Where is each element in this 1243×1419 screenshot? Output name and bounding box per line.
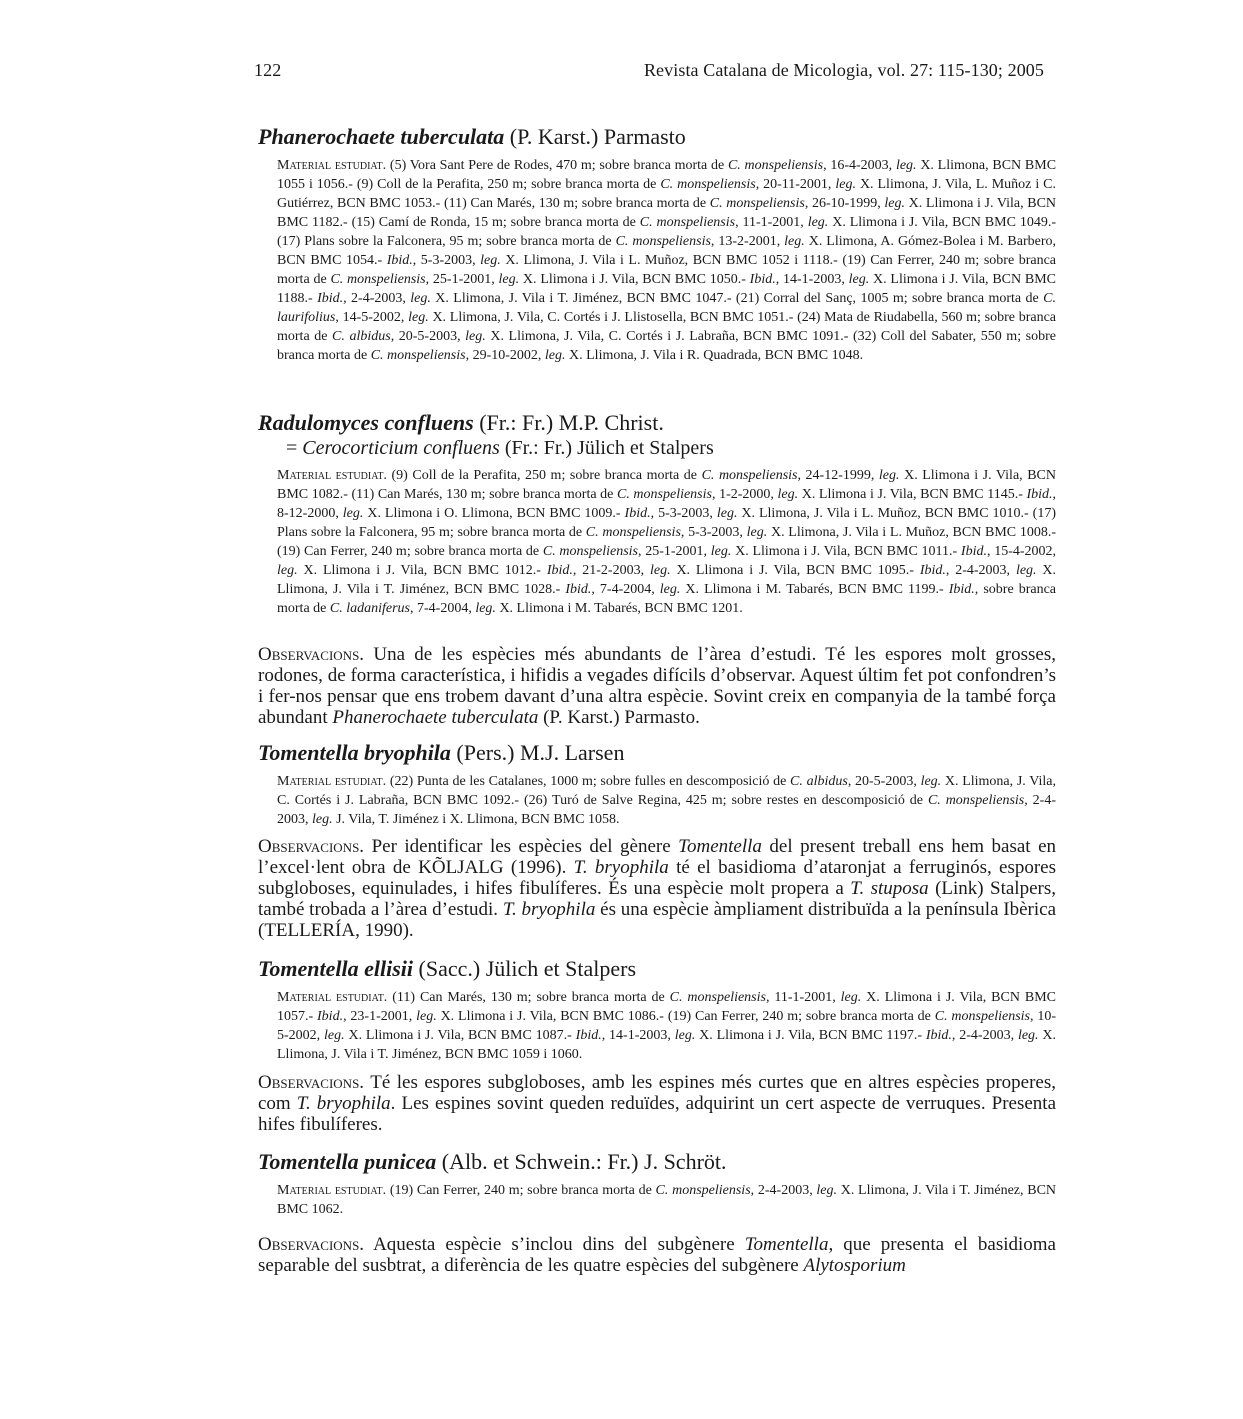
observations-text: Una de les espècies més abundants de l’àrea d’estudi. Té les espores molt grosses, rodones, de forma característica, i hifidis a vegades difícils d’observar. Aquest últim fet pot confondren’s i fer-nos pensar que ens trobem davant d’una altra espècie. Sovint creix en companyia de la també força abundant Phanerochaete tuberculata (P. Karst.) Parmasto. [258,644,1057,728]
material-text: (19) Can Ferrer, 240 m; sobre branca morta de C. monspeliensis, 2-4-2003, leg. X. Llimona, J. Vila i T. Jiménez, BCN BMC 1062. [277,1183,1057,1217]
material-label: Material estudiat. [277,1183,387,1198]
observations-paragraph [258,644,1056,728]
species-name: Phanerochaete tuberculata [258,124,505,149]
material-text: (5) Vora Sant Pere de Rodes, 470 m; sobre branca morta de C. monspeliensis, 16-4-2003, leg. X. Llimona, BCN BMC 1055 i 1056.- (9) Coll de la Perafita, 250 m; sobre branca morta de C. monspeliensis, 20-11-2001, leg. X. Llimona, J. Vila, L. Muñoz i C. Gutiérrez, BCN BMC 1053.- (11) Can Marés, 130 m; sobre branca morta de C. monspeliensis, 26-10-1999, leg. X. Llimona i J. Vila, BCN BMC 1182.- (15) Camí de Ronda, 15 m; sobre branca morta de C. monspeliensis, 11-1-2001, leg. X. Llimona i J. Vila, BCN BMC 1049.- (17) Plans sobre la Falconera, 95 m; sobre branca morta de C. monspeliensis, 13-2-2001, leg. X. Llimona, A. Gómez-Bolea i M. Barbero, BCN BMC 1054.- Ibid., 5-3-2003, leg. X. Llimona, J. Vila i L. Muñoz, BCN BMC 1052 i 1118.- (19) Can Ferrer, 240 m; sobre branca morta de C. monspeliensis, 25-1-2001, leg. X. Llimona i J. Vila, BCN BMC 1050.- Ibid., 14-1-2003, leg. X. Llimona i J. Vila, BCN BMC 1188.- Ibid., 2-4-2003, leg. X. Llimona, J. Vila i T. Jiménez, BCN BMC 1047.- (21) Corral del Sanç, 1005 m; sobre branca morta de C. laurifolius, 14-5-2002, leg. X. Llimona, J. Vila, C. Cortés i J. Llistosella, BCN BMC 1051.- (24) Mata de Riudabella, 560 m; sobre branca morta de C. albidus, 20-5-2003, leg. X. Llimona, J. Vila, C. Cortés i J. Labraña, BCN BMC 1091.- (32) Coll del Sabater, 550 m; sobre branca morta de C. monspeliensis, 29-10-2002, leg. X. Llimona, J. Vila i R. Quadrada, BCN BMC 1048. [277,158,1057,363]
species-name: Radulomyces confluens [258,410,474,435]
species-name: Tomentella punicea [258,1149,437,1174]
material-label: Material estudiat. [277,774,387,789]
observations-radulomyces-confluens [258,644,1056,728]
material-label: Material estudiat. [277,158,387,173]
journal-citation: Revista Catalana de Micologia, vol. 27: 115-130; 2005 [643,60,1044,80]
species-name: Tomentella bryophila [258,740,451,765]
species-author: (P. Karst.) Parmasto [504,124,686,149]
observations-paragraph [258,1072,1056,1135]
species-author: (Pers.) M.J. Larsen [450,740,625,765]
observations-text: Per identificar les espècies del gènere Tomentella del present treball ens hem basat en l’excel·lent obra de KÕLJALG (1996). T. bryophila té el basidioma d’ataronjat a ferruginós, espores subgloboses, equinulades, i hifes fibulíferes. És una espècie molt propera a T. stuposa (Link) Stalpers, també trobada a l’àrea d’estudi. T. bryophila és una espècie àmpliament distribuïda a la península Ibèrica (TELLERÍA, 1990). [258,836,1057,941]
synonym-line [258,436,1056,460]
species-entry-tomentella-punicea [258,1149,1056,1219]
observations-label: Observacions. [258,836,365,857]
synonym-author: (Fr.: Fr.) Jülich et Stalpers [499,437,714,459]
page-number: 122 [254,60,282,80]
observations-label: Observacions. [258,1234,365,1255]
observations-paragraph [258,836,1056,941]
material-paragraph [258,1181,1056,1219]
observations-label: Observacions. [258,644,365,665]
species-title [258,410,1056,436]
synonym-prefix: = [286,437,303,459]
material-paragraph [258,772,1056,829]
observations-tomentella-punicea [258,1234,1056,1276]
observations-paragraph [258,1234,1056,1276]
material-text: (11) Can Marés, 130 m; sobre branca morta de C. monspeliensis, 11-1-2001, leg. X. Llimona i J. Vila, BCN BMC 1057.- Ibid., 23-1-2001, leg. X. Llimona i J. Vila, BCN BMC 1086.- (19) Can Ferrer, 240 m; sobre branca morta de C. monspeliensis, 10-5-2002, leg. X. Llimona i J. Vila, BCN BMC 1087.- Ibid., 14-1-2003, leg. X. Llimona i J. Vila, BCN BMC 1197.- Ibid., 2-4-2003, leg. X. Llimona, J. Vila i T. Jiménez, BCN BMC 1059 i 1060. [277,990,1057,1062]
material-label: Material estudiat. [277,468,387,483]
material-text: (22) Punta de les Catalanes, 1000 m; sobre fulles en descomposició de C. albidus, 20-5-2003, leg. X. Llimona, J. Vila, C. Cortés i J. Labraña, BCN BMC 1092.- (26) Turó de Salve Regina, 425 m; sobre restes en descomposició de C. monspeliensis, 2-4-2003, leg. J. Vila, T. Jiménez i X. Llimona, BCN BMC 1058. [277,774,1056,827]
synonym-name: Cerocorticium confluens [302,437,500,459]
species-entry-tomentella-bryophila [258,740,1056,829]
material-paragraph [258,988,1056,1064]
species-title [258,956,1056,982]
observations-tomentella-bryophila [258,836,1056,941]
species-title [258,124,1056,150]
material-label: Material estudiat. [277,990,388,1005]
material-paragraph [258,466,1056,618]
species-entry-radulomyces-confluens [258,410,1056,618]
species-author: (Alb. et Schwein.: Fr.) J. Schröt. [436,1149,727,1174]
species-entry-tomentella-ellisii [258,956,1056,1064]
species-title [258,740,1056,766]
observations-text: Aquesta espècie s’inclou dins del subgènere Tomentella, que presenta el basidioma separable del susbtrat, a diferència de les quatre espècies del subgènere Alytosporium [258,1234,1056,1276]
species-author: (Sacc.) Jülich et Stalpers [413,956,637,981]
species-entry-phanerochaete-tuberculata [258,124,1056,365]
species-name: Tomentella ellisii [258,956,414,981]
observations-label: Observacions. [258,1072,365,1093]
material-text: (9) Coll de la Perafita, 250 m; sobre branca morta de C. monspeliensis, 24-12-1999, leg. X. Llimona i J. Vila, BCN BMC 1082.- (11) Can Marés, 130 m; sobre branca morta de C. monspeliensis, 1-2-2000, leg. X. Llimona i J. Vila, BCN BMC 1145.- Ibid., 8-12-2000, leg. X. Llimona i O. Llimona, BCN BMC 1009.- Ibid., 5-3-2003, leg. X. Llimona, J. Vila i L. Muñoz, BCN BMC 1010.- (17) Plans sobre la Falconera, 95 m; sobre branca morta de C. monspeliensis, 5-3-2003, leg. X. Llimona, J. Vila i L. Muñoz, BCN BMC 1008.- (19) Can Ferrer, 240 m; sobre branca morta de C. monspeliensis, 25-1-2001, leg. X. Llimona i J. Vila, BCN BMC 1011.- Ibid., 15-4-2002, leg. X. Llimona i J. Vila, BCN BMC 1012.- Ibid., 21-2-2003, leg. X. Llimona i J. Vila, BCN BMC 1095.- Ibid., 2-4-2003, leg. X. Llimona, J. Vila i T. Jiménez, BCN BMC 1028.- Ibid., 7-4-2004, leg. X. Llimona i M. Tabarés, BCN BMC 1199.- Ibid., sobre branca morta de C. ladaniferus, 7-4-2004, leg. X. Llimona i M. Tabarés, BCN BMC 1201. [277,468,1057,616]
observations-tomentella-ellisii [258,1072,1056,1135]
species-author: (Fr.: Fr.) M.P. Christ. [473,410,664,435]
observations-text: Té les espores subgloboses, amb les espines més curtes que en altres espècies properes, com T. bryophila. Les espines sovint queden reduïdes, adquirint un cert aspecte de verruques. Presenta hifes fibulíferes. [258,1072,1057,1135]
material-paragraph [258,156,1056,365]
species-title [258,1149,1056,1175]
